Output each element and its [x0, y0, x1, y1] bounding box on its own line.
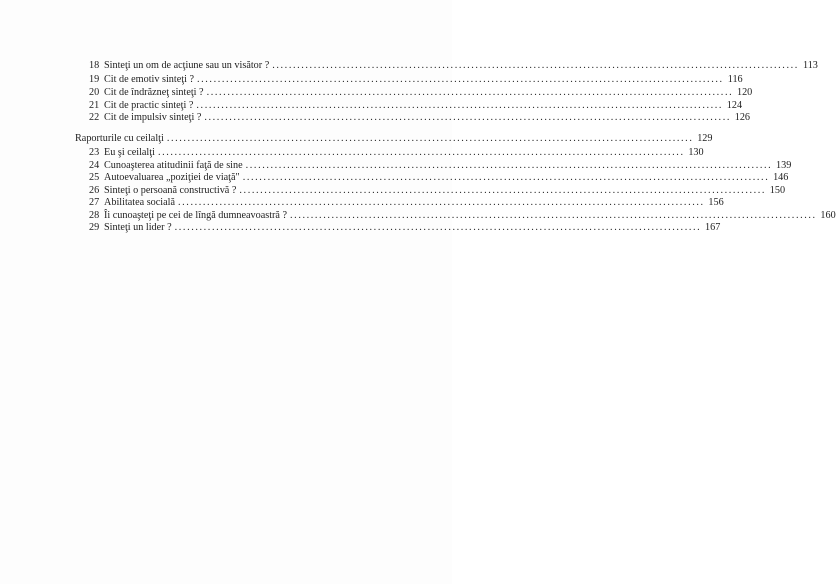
dot-leader: ...............................................................................................................................	[239, 185, 767, 196]
entry-title: Cit de îndrăzneţ sinteţi ?	[104, 87, 204, 98]
entry-page-number: 120	[736, 87, 753, 98]
entry-number: 23	[89, 147, 100, 158]
entry-title: Eu şi ceilalţi	[104, 147, 155, 158]
section-page-number: 129	[697, 133, 713, 144]
entry-page-number: 126	[734, 112, 750, 123]
entry-number: 28	[89, 210, 100, 221]
section-title: Raporturile cu ceilalţi	[75, 133, 164, 144]
entry-page-number: 160	[820, 210, 836, 221]
toc-entry	[89, 73, 743, 86]
entry-title: Cit de practic sinteţi ?	[104, 100, 194, 111]
entry-title: Cit de emotiv sinteţi ?	[104, 74, 194, 85]
entry-number: 29	[89, 222, 100, 233]
entry-page-number: 124	[726, 100, 743, 111]
entry-number: 19	[89, 74, 100, 85]
entry-page-number: 150	[769, 185, 786, 196]
dot-leader: ...............................................................................................................................	[178, 197, 705, 208]
dot-leader: ...............................................................................................................................	[204, 112, 731, 123]
toc-entry	[89, 146, 704, 159]
dot-leader: ...............................................................................................................................	[242, 172, 770, 183]
entry-page-number: 167	[705, 222, 721, 233]
entry-title: Îi cunoaşteţi pe cei de lîngă dumneavoastră ?	[104, 210, 288, 221]
entry-title: Autoevaluarea „poziţiei de viaţă"	[104, 172, 240, 183]
entry-number: 26	[89, 185, 100, 196]
toc-entry	[89, 221, 721, 234]
toc-entry	[89, 111, 750, 124]
dot-leader: ...............................................................................................................................	[290, 210, 817, 221]
entry-page-number: 146	[773, 172, 789, 183]
entry-title: Cunoaşterea atitudinii faţă de sine	[104, 160, 243, 171]
entry-number: 18	[89, 60, 100, 71]
dot-leader: ...............................................................................................................................	[166, 133, 694, 144]
entry-title: Sinteţi o persoană constructivă ?	[104, 185, 237, 196]
entry-number: 20	[89, 87, 100, 98]
entry-number: 22	[89, 112, 100, 123]
dot-leader: ...............................................................................................................................	[272, 60, 799, 71]
entry-number: 24	[89, 160, 100, 171]
entry-page-number: 139	[776, 160, 792, 171]
dot-leader: ...............................................................................................................................	[196, 74, 724, 85]
entry-number: 27	[89, 197, 100, 208]
dot-leader: ...............................................................................................................................	[245, 160, 773, 171]
entry-title: Abilitatea socială	[104, 197, 175, 208]
toc-entry	[89, 171, 789, 184]
dot-leader: ...............................................................................................................................	[174, 222, 702, 233]
entry-number: 25	[89, 172, 100, 183]
entry-title: Sinteţi un om de acţiune sau un visător ?	[104, 60, 270, 71]
entry-page-number: 130	[688, 147, 704, 158]
dot-leader: ...............................................................................................................................	[206, 87, 734, 98]
dot-leader: ...............................................................................................................................	[157, 147, 685, 158]
toc-section-heading	[75, 132, 713, 145]
entry-title: Cit de impulsiv sinteţi ?	[104, 112, 202, 123]
toc-entry	[89, 196, 724, 209]
toc-entry	[89, 59, 818, 72]
entry-page-number: 113	[802, 60, 818, 71]
entry-page-number: 116	[727, 74, 743, 85]
entry-page-number: 156	[708, 197, 724, 208]
dot-leader: ...............................................................................................................................	[196, 100, 724, 111]
entry-number: 21	[89, 100, 100, 111]
entry-title: Sinteţi un lider ?	[104, 222, 172, 233]
toc-entry	[89, 86, 753, 99]
